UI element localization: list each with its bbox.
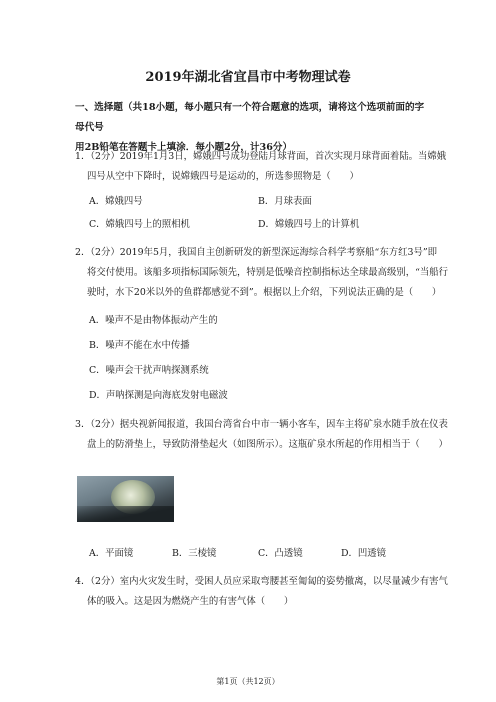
question-2-line-3: 驶时，水下20米以外的鱼群都感觉不到”。根据以上介绍，下列说法正确的是（ ）	[87, 287, 442, 298]
question-4-line-1: 4．（2分）室内火灾发生时，受困人员应采取弯腰甚至匍匐的姿势撤离，以尽量减少有害气	[75, 576, 448, 587]
page-footer: 第1页（共12页）	[216, 677, 280, 686]
dashboard-fire-photo	[77, 476, 174, 522]
question-1-option-b: B．月球表面	[258, 196, 312, 207]
question-1-line-1: 1．（2分）2019年1月3日，嫦娥四号成功登陆月球背面，首次实现月球背面着陆。当嫦娥	[75, 151, 447, 162]
question-2-option-a: A．噪声不是由物体振动产生的	[89, 315, 218, 326]
question-2-option-d: D．声呐探测是向海底发射电磁波	[89, 390, 228, 401]
question-2-line-2: 将交付使用。该船多项指标国际领先，特别是低噪音控制指标达全球最高级别，“当船行	[87, 267, 449, 278]
question-2-option-c: C．噪声会干扰声呐探测系统	[89, 365, 209, 376]
page-title: 2019年湖北省宜昌市中考物理试卷	[145, 70, 351, 85]
dashboard-shadow	[77, 506, 174, 522]
section-heading-line-1: 一、选择题（共18小题，每小题只有一个符合题意的选项，请将这个选项前面的字母代号	[75, 102, 425, 133]
question-1-option-a: A．嫦娥四号	[89, 196, 143, 207]
question-4-line-2: 体的吸入。这是因为燃烧产生的有害气体（ ）	[87, 596, 294, 607]
question-2	[75, 243, 449, 303]
question-3-option-a: A．平面镜	[89, 548, 134, 559]
question-3-line-2: 盘上的防滑垫上，导致防滑垫起火（如图所示）。这瓶矿泉水所起的作用相当于（ ）	[87, 439, 448, 450]
question-3-option-c: C．凸透镜	[258, 548, 303, 559]
question-1	[75, 147, 447, 187]
question-3-option-d: D．凹透镜	[341, 548, 387, 559]
question-3	[75, 415, 448, 455]
question-1-option-d: D．嫦娥四号上的计算机	[258, 219, 360, 230]
question-4	[75, 572, 448, 612]
question-2-option-b: B．噪声不能在水中传播	[89, 340, 190, 351]
question-3-option-b: B．三棱镜	[172, 548, 217, 559]
question-3-line-1: 3．（2分）据央视新闻报道，我国台湾省台中市一辆小客车，因车主将矿泉水随手放在仪表	[75, 419, 448, 430]
section-heading-line-2: 用2B铅笔在答题卡上填涂．每小题2分，计36分）	[75, 142, 293, 153]
question-1-line-2: 四号从空中下降时，说嫦娥四号是运动的，所选参照物是（ ）	[87, 171, 359, 182]
question-2-line-1: 2．（2分）2019年5月，我国自主创新研发的新型深远海综合科学考察船“东方红3号”即	[75, 247, 437, 258]
question-1-option-c: C．嫦娥四号上的照相机	[89, 219, 190, 230]
